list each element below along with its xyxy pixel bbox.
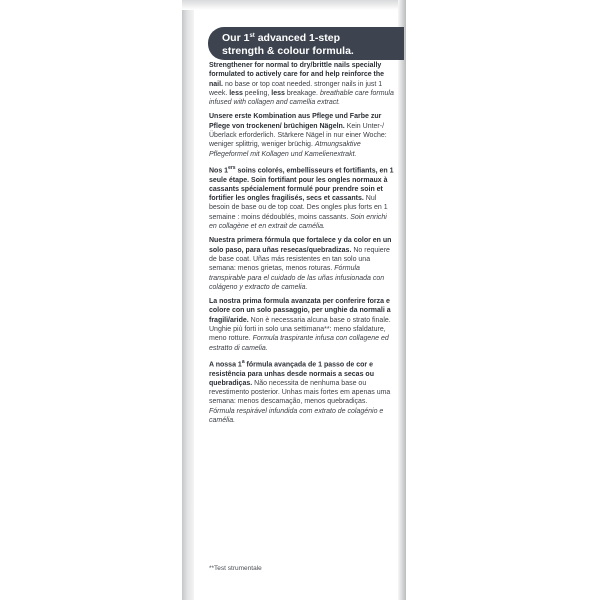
box-top-edge [182,0,406,10]
paragraph-spanish: Nuestra primera fórmula que fortalece y da color en un solo paso, para uñas resecas/quebradizas. No requiere de base coat. Uñas más resistentes en tan solo una semana: menos grietas, menos roturas. Fórmula transpirable para el cuidado de las uñas infusionada con colágeno y extracto de camelia. [209,237,392,291]
box-left-edge [182,0,194,600]
headline-line-1: Our 1st advanced 1-step [222,32,340,44]
box-right-edge [398,0,406,600]
paragraph-english: Strengthener for normal to dry/brittle nails specially formulated to actively care for and help reinforce the nail. no base or top coat needed. stronger nails in just 1 week. less peeling, less breakage. breathable care formula infused with collagen and camellia extract. [209,62,394,107]
paragraph-french: Nos 1ers soins colorés, embellisseurs et fortifiants, en 1 seule étape. Soin fortifiant pour les ongles normaux à cassants spécialement formulé pour prendre soin et fortifier les ongles fragilisés, secs et cassants. Nul besoin de base ou de top coat. Des ongles plus forts en 1 semaine : moins dédoublés, moins cassants. Soin enrichi en collagène et en extrait de camélia. [209,164,394,231]
footnote: **Test strumentale [209,565,262,572]
paragraph-italian: La nostra prima formula avanzata per conferire forza e colore con un solo passaggio, per unghie da normali a fragili/aride. Non è necessaria alcuna base o strato finale. Unghie più forti in solo una settimana**: meno sfaldature, meno rotture. Formula traspirante infusa con collagene ed estratto di camelia. [209,298,391,352]
headline-line-2: strength & colour formula. [222,45,354,57]
headline-banner [208,27,404,60]
paragraph-german: Unsere erste Kombination aus Pflege und Farbe zur Pflege von trockenen/ brüchigen Nägeln. Kein Unter-/Überlack erforderlich. Stärkere Nägel in nur einer Woche: weniger splittrig, weniger brüchig. Atmungsaktive Pflegeformel mit Kollagen und Kamelienextrakt. [209,113,387,158]
product-description [209,61,394,430]
paragraph-portuguese: A nossa 1$^a$ fórmula avançada de 1 passo de cor e resistência para unhas desde normais a secas ou quebradiças. Não necessita de nenhuma base ou revestimento posterior. Unhas mais fortes em apenas uma semana: menos descamação, menos quebradiças. Fórmula respirável infundida com extrato de colagénio e camélia. [209,358,391,425]
